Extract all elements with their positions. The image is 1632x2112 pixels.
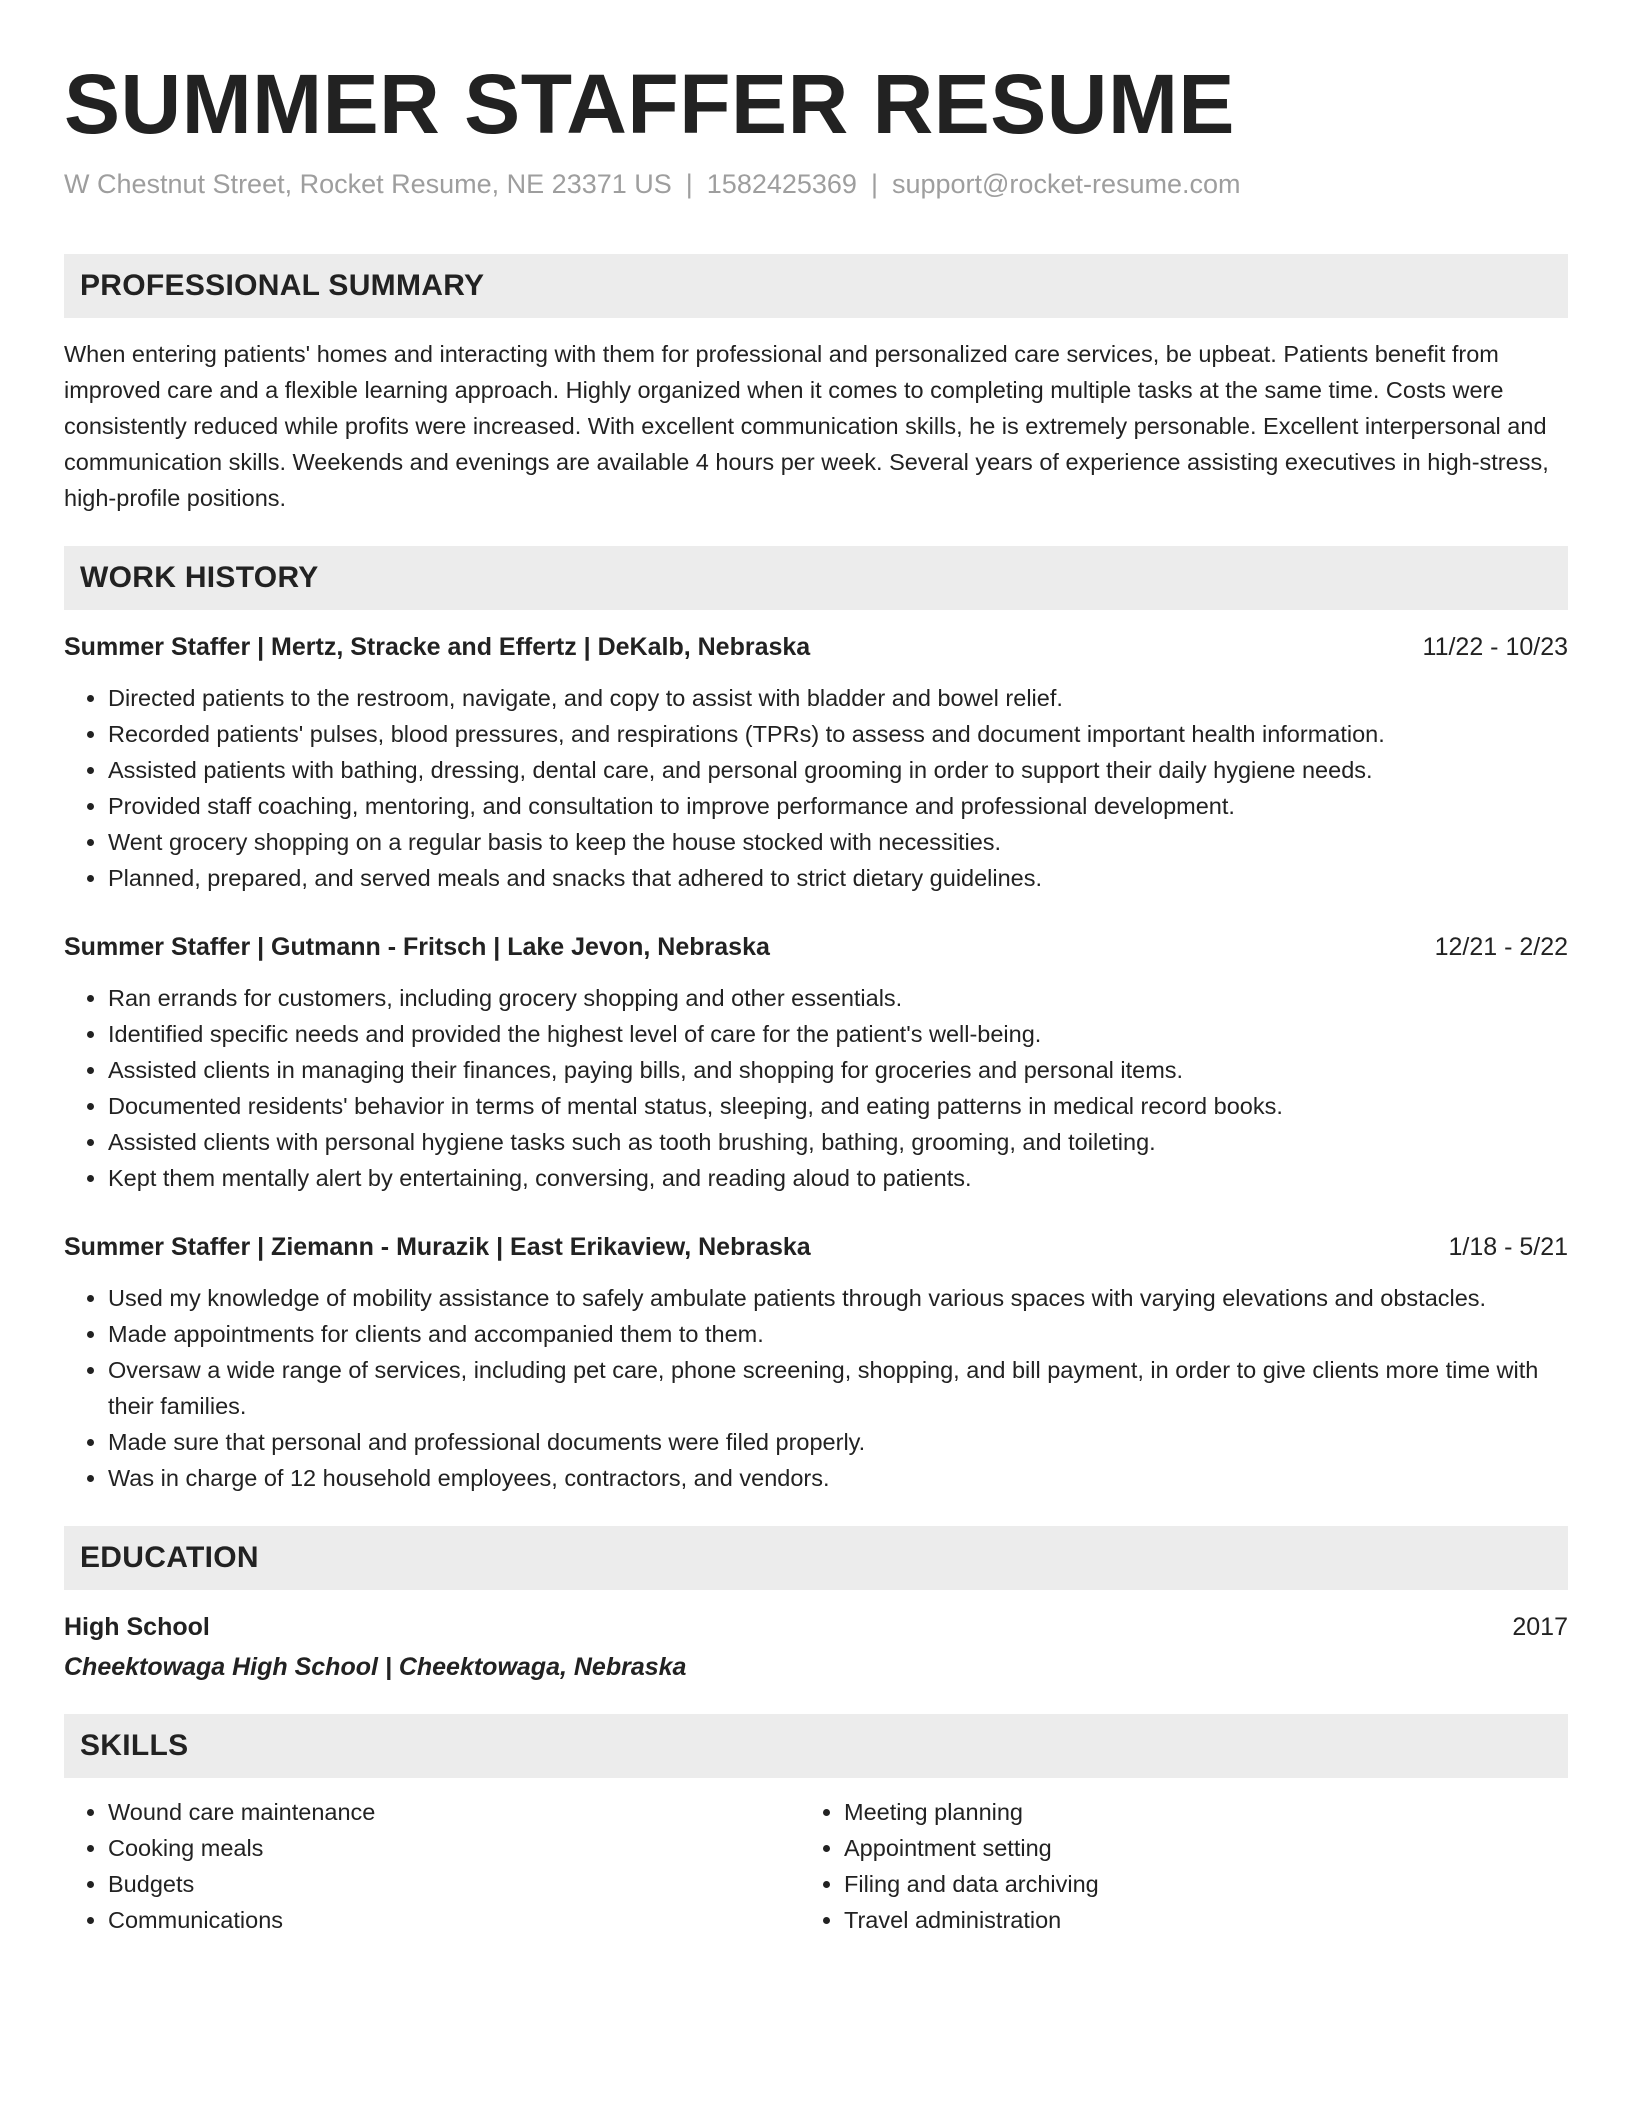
- job-dates: 11/22 - 10/23: [1422, 633, 1568, 661]
- job-header: [64, 930, 1568, 964]
- skill-item: • Communications: [108, 1902, 800, 1938]
- contact-line: [64, 166, 1568, 202]
- job-bullet: • Assisted clients with personal hygiene tasks such as tooth brushing, bathing, grooming, and toileting.: [108, 1124, 1568, 1160]
- contact-phone: 1582425369: [706, 169, 857, 199]
- job-bullet: • Ran errands for customers, including grocery shopping and other essentials.: [108, 980, 1568, 1016]
- job-bullet: • Planned, prepared, and served meals and snacks that adhered to strict dietary guidelines.: [108, 860, 1568, 896]
- skill-item: • Travel administration: [844, 1902, 1536, 1938]
- job-bullet: • Assisted patients with bathing, dressing, dental care, and personal grooming in order to support their daily hygiene needs.: [108, 752, 1568, 788]
- education-degree: High School: [64, 1613, 210, 1641]
- job-header: [64, 1230, 1568, 1264]
- job-bullet: • Used my knowledge of mobility assistance to safely ambulate patients through various spaces with varying elevations and obstacles.: [108, 1280, 1568, 1316]
- skill-item: • Filing and data archiving: [844, 1866, 1536, 1902]
- job-dates: 1/18 - 5/21: [1448, 1233, 1568, 1261]
- contact-email: support@rocket-resume.com: [891, 169, 1241, 199]
- job-bullet: • Made appointments for clients and accompanied them to them.: [108, 1316, 1568, 1352]
- skill-item: • Cooking meals: [108, 1830, 800, 1866]
- contact-separator: |: [685, 169, 693, 199]
- job-bullets: [64, 980, 1568, 1196]
- job-bullet: • Made sure that personal and professional documents were filed properly.: [108, 1424, 1568, 1460]
- job-title: Summer Staffer | Ziemann - Murazik | East Erikaview, Nebraska: [64, 1233, 811, 1261]
- education-header: [64, 1610, 1568, 1644]
- job-header: [64, 630, 1568, 664]
- skill-item: • Budgets: [108, 1866, 800, 1902]
- job-entry: [64, 1230, 1568, 1496]
- skills-columns: [64, 1794, 1568, 1938]
- job-entry: [64, 630, 1568, 896]
- summary-text: When entering patients' homes and interacting with them for professional and personalized care services, be upbeat. Patients benefit from improved care and a flexible learning approach. Highly organized when it comes to completing multiple tasks at the same time. Costs were consistently reduced while profits were increased. With excellent communication skills, he is extremely personable. Excellent interpersonal and communication skills. Weekends and evenings are available 4 hours per week. Several years of experience assisting executives in high-stress, high-profile positions.: [64, 341, 1549, 511]
- section-header-skills: SKILLS: [64, 1714, 1568, 1778]
- section-header-work-history: WORK HISTORY: [64, 546, 1568, 610]
- job-bullet: • Kept them mentally alert by entertaining, conversing, and reading aloud to patients.: [108, 1160, 1568, 1196]
- job-dates: 12/21 - 2/22: [1434, 933, 1568, 961]
- job-title: Summer Staffer | Mertz, Stracke and Effertz | DeKalb, Nebraska: [64, 633, 811, 661]
- job-bullets: [64, 1280, 1568, 1496]
- skill-item: • Appointment setting: [844, 1830, 1536, 1866]
- job-title: Summer Staffer | Gutmann - Fritsch | Lake Jevon, Nebraska: [64, 933, 770, 961]
- job-entry: [64, 930, 1568, 1196]
- contact-separator: |: [870, 169, 878, 199]
- job-bullet: • Went grocery shopping on a regular basis to keep the house stocked with necessities.: [108, 824, 1568, 860]
- education-school: Cheektowaga High School | Cheektowaga, Nebraska: [64, 1653, 687, 1681]
- job-bullet: • Identified specific needs and provided the highest level of care for the patient's well-being.: [108, 1016, 1568, 1052]
- skill-item: • Meeting planning: [844, 1794, 1536, 1830]
- section-header-education: EDUCATION: [64, 1526, 1568, 1590]
- section-header-summary: PROFESSIONAL SUMMARY: [64, 254, 1568, 318]
- education-year: 2017: [1512, 1613, 1568, 1641]
- skills-column-right: [800, 1794, 1536, 1938]
- job-bullet: • Provided staff coaching, mentoring, and consultation to improve performance and professional development.: [108, 788, 1568, 824]
- job-bullets: [64, 680, 1568, 896]
- job-bullet: • Recorded patients' pulses, blood pressures, and respirations (TPRs) to assess and document important health information.: [108, 716, 1568, 752]
- skills-column-left: [64, 1794, 800, 1938]
- job-bullet: • Documented residents' behavior in terms of mental status, sleeping, and eating patterns in medical record books.: [108, 1088, 1568, 1124]
- job-bullet: • Oversaw a wide range of services, including pet care, phone screening, shopping, and bill payment, in order to give clients more time with their families.: [108, 1352, 1568, 1424]
- job-bullet: • Was in charge of 12 household employees, contractors, and vendors.: [108, 1460, 1568, 1496]
- resume-title: SUMMER STAFFER RESUME: [64, 57, 1235, 151]
- skill-item: • Wound care maintenance: [108, 1794, 800, 1830]
- job-bullet: • Assisted clients in managing their finances, paying bills, and shopping for groceries and personal items.: [108, 1052, 1568, 1088]
- job-bullet: • Directed patients to the restroom, navigate, and copy to assist with bladder and bowel relief.: [108, 680, 1568, 716]
- contact-address: W Chestnut Street, Rocket Resume, NE 23371 US: [64, 169, 672, 199]
